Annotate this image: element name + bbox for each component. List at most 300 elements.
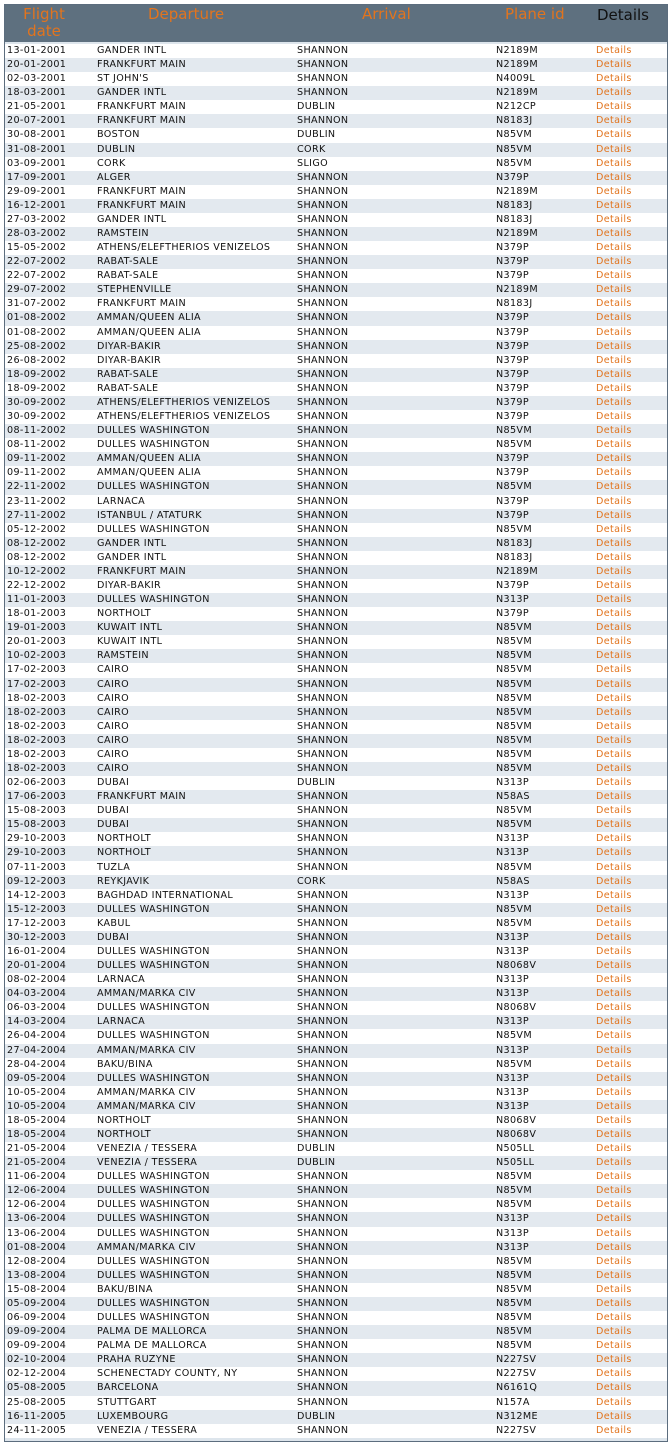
flight-date-cell: 02-12-2004: [7, 1368, 67, 1380]
arrival-cell: SHANNON: [297, 636, 349, 648]
details-link[interactable]: Details: [596, 481, 632, 493]
arrival-cell: SHANNON: [297, 931, 349, 943]
table-row: [5, 58, 667, 72]
plane-id-cell: N2189M: [496, 228, 538, 240]
details-link[interactable]: Details: [596, 298, 632, 310]
details-link[interactable]: Details: [596, 678, 632, 690]
details-link[interactable]: Details: [596, 213, 632, 225]
arrival-cell: SHANNON: [297, 270, 349, 282]
table-row: [5, 973, 667, 987]
plane-id-cell: N2189M: [496, 284, 538, 296]
details-link[interactable]: Details: [596, 467, 632, 479]
details-link[interactable]: Details: [596, 777, 632, 789]
details-link[interactable]: Details: [596, 439, 632, 451]
table-row: [5, 1396, 667, 1410]
details-link[interactable]: Details: [596, 1016, 632, 1028]
details-link[interactable]: Details: [596, 1129, 632, 1141]
flight-date-cell: 05-09-2004: [7, 1297, 67, 1309]
departure-cell: RAMSTEIN: [97, 650, 149, 662]
flight-date-cell: 13-01-2001: [7, 45, 67, 56]
arrival-cell: SHANNON: [297, 87, 349, 99]
table-row: [5, 1367, 667, 1381]
arrival-cell: SHANNON: [297, 1114, 349, 1126]
arrival-cell: SHANNON: [297, 889, 349, 901]
details-link[interactable]: Details: [596, 143, 632, 155]
table-row: [5, 1100, 667, 1114]
table-header: [5, 5, 667, 42]
details-link[interactable]: Details: [596, 931, 632, 943]
details-link[interactable]: Details: [596, 129, 632, 141]
details-link[interactable]: Details: [596, 1255, 632, 1267]
flight-date-cell: 22-11-2002: [7, 481, 67, 493]
plane-id-cell: N227SV: [496, 1424, 537, 1436]
departure-cell: AMMAN/QUEEN ALIA: [97, 453, 201, 465]
departure-cell: BOSTON: [97, 129, 140, 141]
departure-cell: STUTTGART: [97, 1396, 157, 1408]
departure-cell: BARCELONA: [97, 1382, 159, 1394]
table-row: [5, 114, 667, 128]
flight-date-cell: 17-09-2001: [7, 171, 67, 183]
departure-cell: NORTHOLT: [97, 833, 152, 845]
departure-cell: GANDER INTL: [97, 45, 167, 56]
details-link[interactable]: Details: [596, 1030, 632, 1042]
arrival-cell: SHANNON: [297, 1030, 349, 1042]
flight-date-cell: 12-08-2004: [7, 1255, 67, 1267]
details-link[interactable]: Details: [596, 861, 632, 873]
plane-id-cell: N379P: [496, 608, 530, 620]
table-row: [5, 326, 667, 340]
table-row: [5, 818, 667, 832]
departure-cell: ATHENS/ELEFTHERIOS VENIZELOS: [97, 242, 271, 254]
flight-date-cell: 25-08-2005: [7, 1396, 67, 1408]
arrival-cell: DUBLIN: [297, 1157, 336, 1169]
departure-cell: BAGHDAD INTERNATIONAL: [97, 889, 234, 901]
details-link[interactable]: Details: [596, 875, 632, 887]
arrival-cell: SHANNON: [297, 1227, 349, 1239]
flight-date-cell: 10-02-2003: [7, 650, 67, 662]
departure-cell: AMMAN/MARKA CIV: [97, 1100, 196, 1112]
flight-date-cell: 22-07-2002: [7, 270, 67, 282]
details-link[interactable]: Details: [596, 805, 632, 817]
details-link[interactable]: Details: [596, 565, 632, 577]
details-link[interactable]: Details: [596, 1283, 632, 1295]
flight-date-cell: 27-03-2002: [7, 213, 67, 225]
departure-cell: NORTHOLT: [97, 1129, 152, 1141]
details-link[interactable]: Details: [596, 594, 632, 606]
details-link[interactable]: Details: [596, 1213, 632, 1225]
details-link[interactable]: Details: [596, 495, 632, 507]
plane-id-cell: N313P: [496, 1044, 530, 1056]
departure-cell: TUZLA: [97, 861, 131, 873]
plane-id-cell: N85VM: [496, 1312, 532, 1324]
plane-id-cell: N2189M: [496, 45, 538, 56]
table-row: [5, 128, 667, 142]
departure-cell: STEPHENVILLE: [97, 284, 172, 296]
plane-id-cell: N85VM: [496, 636, 532, 648]
arrival-cell: SHANNON: [297, 1199, 349, 1211]
flight-date-cell: 17-12-2003: [7, 917, 67, 929]
departure-cell: ATHENS/ELEFTHERIOS VENIZELOS: [97, 411, 271, 423]
flight-date-cell: 09-05-2004: [7, 1072, 67, 1084]
departure-cell: CAIRO: [97, 678, 130, 690]
departure-cell: DUBLIN: [97, 143, 136, 155]
arrival-cell: SHANNON: [297, 1086, 349, 1098]
departure-cell: LARNACA: [97, 974, 146, 986]
flight-date-cell: 14-03-2004: [7, 1016, 67, 1028]
arrival-cell: SHANNON: [297, 1312, 349, 1324]
plane-id-cell: N85VM: [496, 1297, 532, 1309]
details-link[interactable]: Details: [596, 664, 632, 676]
header-details: Details: [597, 6, 650, 24]
details-link[interactable]: Details: [596, 1171, 632, 1183]
departure-cell: CAIRO: [97, 720, 130, 732]
arrival-cell: SHANNON: [297, 861, 349, 873]
plane-id-cell: N227SV: [496, 1354, 537, 1366]
details-link[interactable]: Details: [596, 1044, 632, 1056]
flight-date-cell: 26-04-2004: [7, 1030, 67, 1042]
details-link[interactable]: Details: [596, 354, 632, 366]
details-link[interactable]: Details: [596, 115, 632, 127]
flight-date-cell: 10-12-2002: [7, 565, 67, 577]
arrival-cell: SHANNON: [297, 692, 349, 704]
details-link[interactable]: Details: [596, 1157, 632, 1169]
flight-date-cell: 20-01-2004: [7, 960, 67, 972]
flight-date-cell: 18-02-2003: [7, 720, 67, 732]
departure-cell: AMMAN/MARKA CIV: [97, 988, 196, 1000]
details-link[interactable]: Details: [596, 199, 632, 211]
details-link[interactable]: Details: [596, 1185, 632, 1197]
departure-cell: LARNACA: [97, 1016, 146, 1028]
flight-date-cell: 09-09-2004: [7, 1326, 67, 1338]
arrival-cell: SHANNON: [297, 946, 349, 957]
flight-date-cell: 26-08-2002: [7, 354, 67, 366]
flight-date-cell: 16-12-2001: [7, 199, 67, 211]
details-link[interactable]: Details: [596, 509, 632, 521]
table-row: [5, 1184, 667, 1198]
plane-id-cell: N85VM: [496, 664, 532, 676]
table-row: [5, 861, 667, 875]
details-link[interactable]: Details: [596, 1326, 632, 1338]
departure-cell: CAIRO: [97, 762, 130, 774]
details-link[interactable]: Details: [596, 692, 632, 704]
table-row: [5, 523, 667, 537]
details-link[interactable]: Details: [596, 1199, 632, 1211]
plane-id-cell: N379P: [496, 326, 530, 338]
details-link[interactable]: Details: [596, 847, 632, 859]
plane-id-cell: N85VM: [496, 1199, 532, 1211]
details-link[interactable]: Details: [596, 340, 632, 352]
departure-cell: CAIRO: [97, 748, 130, 760]
plane-id-cell: N85VM: [496, 1340, 532, 1352]
table-row: [5, 86, 667, 100]
plane-id-cell: N85VM: [496, 819, 532, 831]
plane-id-cell: N85VM: [496, 481, 532, 493]
arrival-cell: DUBLIN: [297, 1410, 336, 1422]
arrival-cell: SHANNON: [297, 805, 349, 817]
details-link[interactable]: Details: [596, 1114, 632, 1126]
plane-id-cell: N85VM: [496, 1326, 532, 1338]
flight-date-cell: 18-02-2003: [7, 734, 67, 746]
table-row: [5, 579, 667, 593]
details-link[interactable]: Details: [596, 270, 632, 282]
table-row: [5, 466, 667, 480]
arrival-cell: SHANNON: [297, 228, 349, 240]
details-link[interactable]: Details: [596, 171, 632, 183]
flight-date-cell: 31-08-2001: [7, 143, 67, 155]
details-link[interactable]: Details: [596, 1269, 632, 1281]
details-link[interactable]: Details: [596, 368, 632, 380]
departure-cell: DULLES WASHINGTON: [97, 1171, 210, 1183]
details-link[interactable]: Details: [596, 1312, 632, 1324]
arrival-cell: DUBLIN: [297, 129, 336, 141]
departure-cell: AMMAN/QUEEN ALIA: [97, 312, 201, 324]
flight-date-cell: 02-03-2001: [7, 73, 67, 85]
details-link[interactable]: Details: [596, 523, 632, 535]
details-link[interactable]: Details: [596, 946, 632, 957]
departure-cell: DUBAI: [97, 819, 130, 831]
arrival-cell: CORK: [297, 143, 326, 155]
plane-id-cell: N85VM: [496, 650, 532, 662]
arrival-cell: SHANNON: [297, 1129, 349, 1141]
plane-id-cell: N227SV: [496, 1368, 537, 1380]
details-link[interactable]: Details: [596, 45, 632, 56]
flight-date-cell: 15-08-2003: [7, 819, 67, 831]
details-link[interactable]: Details: [596, 59, 632, 71]
departure-cell: CORK: [97, 157, 126, 169]
arrival-cell: SHANNON: [297, 988, 349, 1000]
flight-date-cell: 09-12-2003: [7, 875, 67, 887]
details-link[interactable]: Details: [596, 1368, 632, 1380]
details-link[interactable]: Details: [596, 228, 632, 240]
flight-date-cell: 21-05-2004: [7, 1143, 67, 1155]
arrival-cell: SHANNON: [297, 1213, 349, 1225]
plane-id-cell: N85VM: [496, 1269, 532, 1281]
departure-cell: DULLES WASHINGTON: [97, 903, 210, 915]
details-link[interactable]: Details: [596, 1396, 632, 1408]
flight-date-cell: 18-02-2003: [7, 748, 67, 760]
flight-date-cell: 30-12-2003: [7, 931, 67, 943]
table-row: [5, 1198, 667, 1212]
arrival-cell: SHANNON: [297, 594, 349, 606]
arrival-cell: SHANNON: [297, 509, 349, 521]
departure-cell: DUBAI: [97, 805, 130, 817]
plane-id-cell: N85VM: [496, 903, 532, 915]
details-link[interactable]: Details: [596, 312, 632, 324]
plane-id-cell: N157A: [496, 1396, 530, 1408]
arrival-cell: SHANNON: [297, 1354, 349, 1366]
details-link[interactable]: Details: [596, 819, 632, 831]
arrival-cell: SHANNON: [297, 481, 349, 493]
flight-date-cell: 27-04-2004: [7, 1044, 67, 1056]
table-row: [5, 424, 667, 438]
arrival-cell: SHANNON: [297, 1016, 349, 1028]
details-link[interactable]: Details: [596, 101, 632, 113]
plane-id-cell: N379P: [496, 340, 530, 352]
details-link[interactable]: Details: [596, 453, 632, 465]
details-link[interactable]: Details: [596, 748, 632, 760]
details-link[interactable]: Details: [596, 974, 632, 986]
table-row: [5, 1311, 667, 1325]
departure-cell: GANDER INTL: [97, 551, 167, 563]
flight-date-cell: 17-02-2003: [7, 664, 67, 676]
table-row: [5, 1086, 667, 1100]
flight-date-cell: 30-08-2001: [7, 129, 67, 141]
details-link[interactable]: Details: [596, 1002, 632, 1014]
plane-id-cell: N379P: [496, 368, 530, 380]
plane-id-cell: N85VM: [496, 1185, 532, 1197]
plane-id-cell: N85VM: [496, 143, 532, 155]
flight-date-cell: 22-12-2002: [7, 579, 67, 591]
details-link[interactable]: Details: [596, 720, 632, 732]
details-link[interactable]: Details: [596, 1424, 632, 1436]
details-link[interactable]: Details: [596, 87, 632, 99]
arrival-cell: SHANNON: [297, 551, 349, 563]
table-row: [5, 1212, 667, 1226]
table-row: [5, 1283, 667, 1297]
details-link[interactable]: Details: [596, 326, 632, 338]
details-link[interactable]: Details: [596, 622, 632, 634]
details-link[interactable]: Details: [596, 706, 632, 718]
plane-id-cell: N85VM: [496, 692, 532, 704]
table-row: [5, 537, 667, 551]
details-link[interactable]: Details: [596, 551, 632, 563]
details-link[interactable]: Details: [596, 185, 632, 197]
details-link[interactable]: Details: [596, 608, 632, 620]
flight-date-cell: 08-11-2002: [7, 439, 67, 451]
departure-cell: CAIRO: [97, 664, 130, 676]
flight-date-cell: 02-06-2003: [7, 777, 67, 789]
plane-id-cell: N212CP: [496, 101, 537, 113]
details-link[interactable]: Details: [596, 579, 632, 591]
details-link[interactable]: Details: [596, 382, 632, 394]
table-row: [5, 1044, 667, 1058]
details-link[interactable]: Details: [596, 762, 632, 774]
plane-id-cell: N379P: [496, 312, 530, 324]
flight-date-cell: 18-05-2004: [7, 1114, 67, 1126]
details-link[interactable]: Details: [596, 1058, 632, 1070]
details-link[interactable]: Details: [596, 1086, 632, 1098]
plane-id-cell: N85VM: [496, 439, 532, 451]
details-link[interactable]: Details: [596, 650, 632, 662]
details-link[interactable]: Details: [596, 284, 632, 296]
table-row: [5, 340, 667, 354]
details-link[interactable]: Details: [596, 1100, 632, 1112]
departure-cell: DULLES WASHINGTON: [97, 1072, 210, 1084]
arrival-cell: SHANNON: [297, 171, 349, 183]
arrival-cell: SHANNON: [297, 762, 349, 774]
departure-cell: DULLES WASHINGTON: [97, 946, 210, 957]
plane-id-cell: N505LL: [496, 1157, 535, 1169]
departure-cell: VENEZIA / TESSERA: [97, 1157, 198, 1169]
arrival-cell: SHANNON: [297, 1283, 349, 1295]
flight-date-cell: 30-09-2002: [7, 396, 67, 408]
flight-date-cell: 18-09-2002: [7, 382, 67, 394]
departure-cell: ST JOHN'S: [97, 73, 149, 85]
table-row: [5, 1114, 667, 1128]
details-link[interactable]: Details: [596, 1340, 632, 1352]
flight-date-cell: 16-01-2004: [7, 946, 67, 957]
details-link[interactable]: Details: [596, 425, 632, 437]
table-row: [5, 607, 667, 621]
flight-date-cell: 24-11-2005: [7, 1424, 67, 1436]
details-link[interactable]: Details: [596, 73, 632, 85]
arrival-cell: SHANNON: [297, 185, 349, 197]
details-link[interactable]: Details: [596, 791, 632, 803]
departure-cell: LUXEMBOURG: [97, 1410, 169, 1422]
departure-cell: KUWAIT INTL: [97, 622, 163, 634]
departure-cell: FRANKFURT MAIN: [97, 101, 186, 113]
departure-cell: DULLES WASHINGTON: [97, 1227, 210, 1239]
details-link[interactable]: Details: [596, 1227, 632, 1239]
details-link[interactable]: Details: [596, 256, 632, 268]
plane-id-cell: N313P: [496, 833, 530, 845]
details-link[interactable]: Details: [596, 1143, 632, 1155]
flight-date-cell: 17-02-2003: [7, 678, 67, 690]
details-link[interactable]: Details: [596, 242, 632, 254]
details-link[interactable]: Details: [596, 988, 632, 1000]
table-row: [5, 1424, 667, 1438]
table-row: [5, 649, 667, 663]
details-link[interactable]: Details: [596, 1382, 632, 1394]
arrival-cell: SHANNON: [297, 495, 349, 507]
arrival-cell: SHANNON: [297, 115, 349, 127]
arrival-cell: SHANNON: [297, 298, 349, 310]
plane-id-cell: N6161Q: [496, 1382, 538, 1394]
details-link[interactable]: Details: [596, 1241, 632, 1253]
table-row: [5, 1001, 667, 1015]
table-row: [5, 1227, 667, 1241]
flight-date-cell: 20-01-2001: [7, 59, 67, 71]
table-row: [5, 875, 667, 889]
flight-date-cell: 06-03-2004: [7, 1002, 67, 1014]
plane-id-cell: N379P: [496, 242, 530, 254]
details-link[interactable]: Details: [596, 889, 632, 901]
flight-date-cell: 08-12-2002: [7, 551, 67, 563]
table-row: [5, 692, 667, 706]
details-link[interactable]: Details: [596, 734, 632, 746]
details-link[interactable]: Details: [596, 1297, 632, 1309]
details-link[interactable]: Details: [596, 396, 632, 408]
details-link[interactable]: Details: [596, 411, 632, 423]
departure-cell: NORTHOLT: [97, 1114, 152, 1126]
details-link[interactable]: Details: [596, 1072, 632, 1084]
departure-cell: RABAT-SALE: [97, 270, 159, 282]
departure-cell: KABUL: [97, 917, 131, 929]
departure-cell: DULLES WASHINGTON: [97, 1030, 210, 1042]
flight-date-cell: 20-01-2003: [7, 636, 67, 648]
table-row: [5, 1170, 667, 1184]
arrival-cell: SHANNON: [297, 650, 349, 662]
details-link[interactable]: Details: [596, 960, 632, 972]
details-link[interactable]: Details: [596, 1410, 632, 1422]
arrival-cell: SHANNON: [297, 1297, 349, 1309]
details-link[interactable]: Details: [596, 903, 632, 915]
details-link[interactable]: Details: [596, 1354, 632, 1366]
details-link[interactable]: Details: [596, 636, 632, 648]
departure-cell: FRANKFURT MAIN: [97, 565, 186, 577]
details-link[interactable]: Details: [596, 917, 632, 929]
details-link[interactable]: Details: [596, 157, 632, 169]
table-row: [5, 438, 667, 452]
departure-cell: DIYAR-BAKIR: [97, 579, 162, 591]
plane-id-cell: N379P: [496, 171, 530, 183]
plane-id-cell: N4009L: [496, 73, 536, 85]
details-link[interactable]: Details: [596, 833, 632, 845]
plane-id-cell: N379P: [496, 256, 530, 268]
departure-cell: PALMA DE MALLORCA: [97, 1340, 207, 1352]
details-link[interactable]: Details: [596, 537, 632, 549]
arrival-cell: SHANNON: [297, 1326, 349, 1338]
